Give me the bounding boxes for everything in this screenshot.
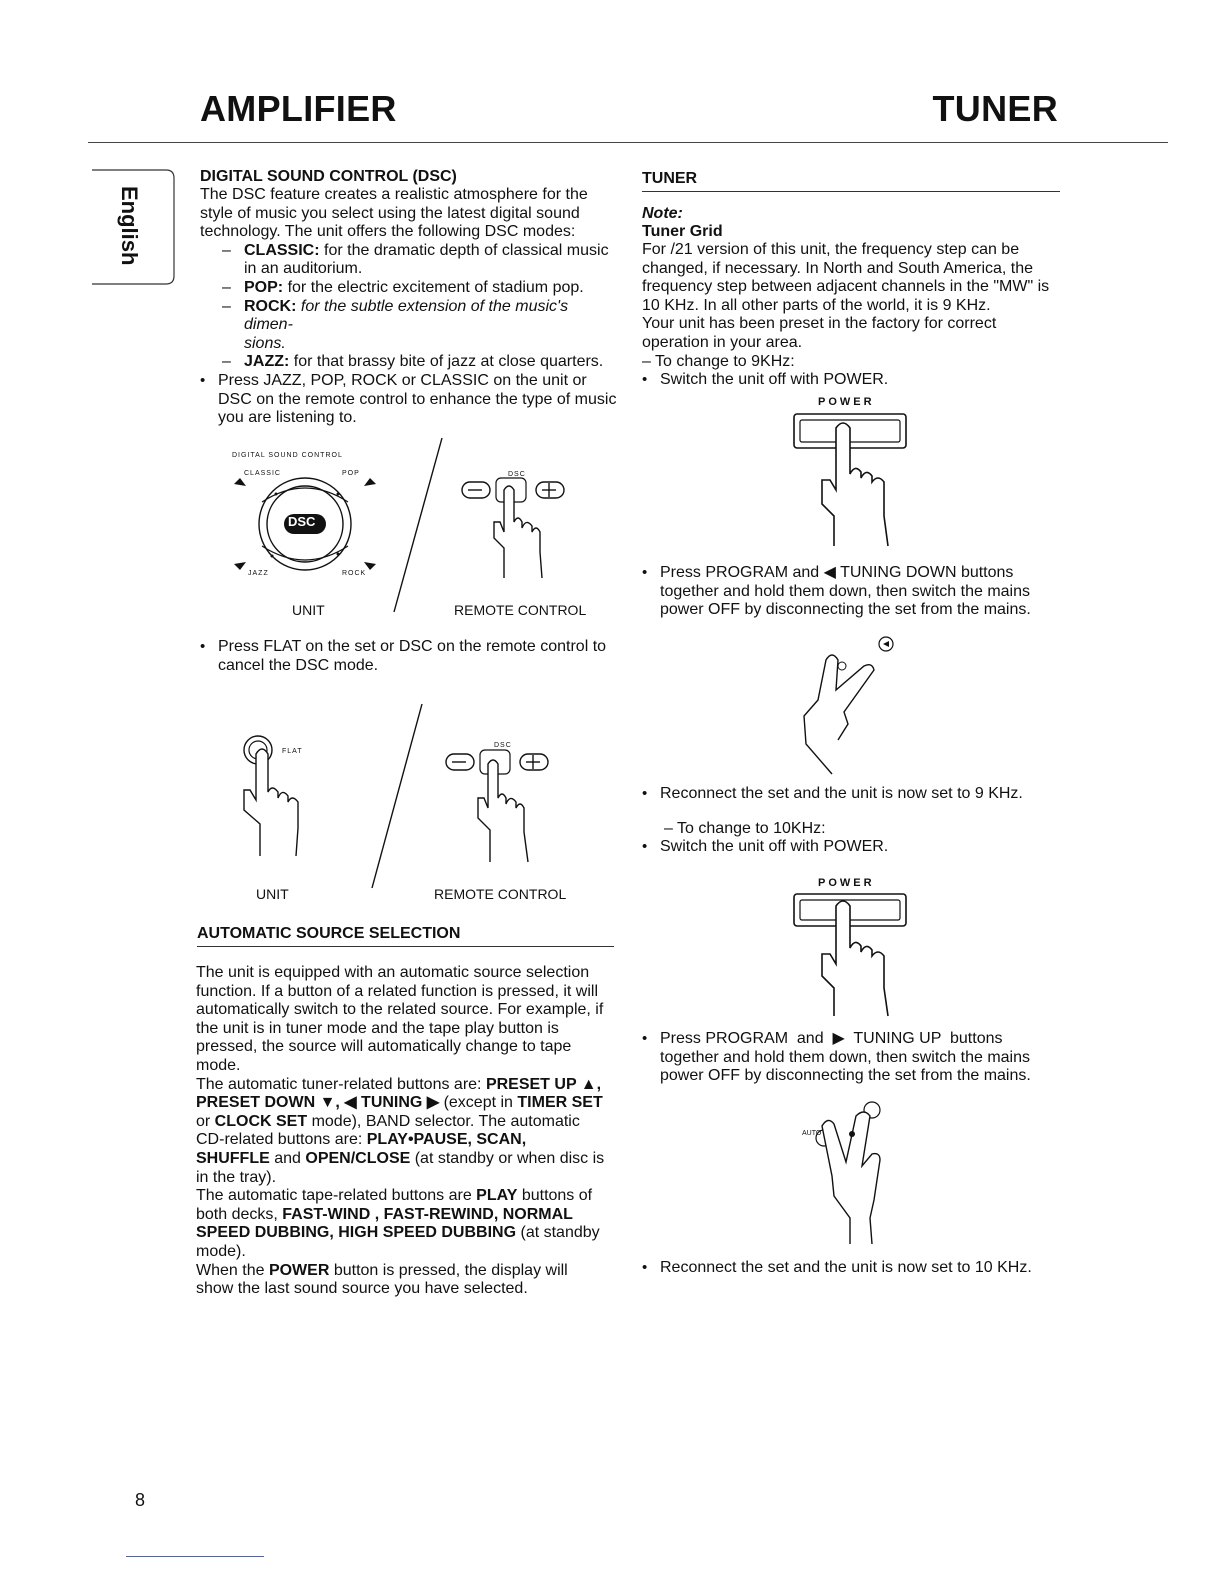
two-finger-press-illustration-1 [782,630,912,780]
grid-text-line: For /21 version of this unit, the frequency step can be [642,241,1020,258]
reconnect-9khz-bullet: • Reconnect the set and the unit is now set to 9 KHz. [642,785,1023,802]
auto-tape-line-3: SPEED DUBBING, HIGH SPEED DUBBING (at standby [196,1224,600,1242]
switch-off-bullet-1: • Switch the unit off with POWER. [642,371,889,389]
press-tuning-up-bullet: • Press PROGRAM and ▶ TUNING UP buttons together and hold them down, then switch the mains power OFF by disconnecting the set from the mains. [642,1030,1031,1085]
auto-p1-line: the unit is in tuner mode and the tape play button is [196,1019,559,1037]
grid-text-line: Your unit has been preset in the factory for correct [642,315,997,333]
tuner-grid-section [642,205,1062,390]
dsc-label-jazz: JAZZ [248,570,269,577]
remote-dsc-hand-illustration-2 [440,750,560,866]
fig1-remote-caption: REMOTE CONTROL [454,602,587,618]
press-dsc-bullet: • Press JAZZ, POP, ROCK or CLASSIC on the unit or DSC on the remote control to enhance the type of music you are listening to. [200,371,617,427]
fig2-unit-caption: UNIT [256,886,289,902]
auto-p1-line: mode. [196,1056,241,1074]
press-tuning-down-bullet: • Press PROGRAM and ◀ TUNING DOWN buttons together and hold them down, then switch the mains power OFF by disconnecting the set from the mains. [642,564,1031,619]
header-rule [88,142,1168,143]
dsc-label-classic: CLASSIC [244,470,281,477]
page-title-amplifier: AMPLIFIER [200,88,397,129]
footer-rule [126,1556,264,1557]
remote-dsc-hand-illustration-1 [456,478,576,588]
dsc-button-label: DSC [288,514,316,529]
language-tab-label: English [117,186,142,266]
auto-p1-line: pressed, the source will automatically change to tape [196,1038,572,1056]
auto-tape-line-1: The automatic tape-related buttons are PLAY buttons of [196,1187,593,1205]
auto-tape-line-2: both decks, FAST-WIND , FAST-REWIND, NORMAL [196,1205,573,1223]
tuner-section-title: TUNER [642,170,698,187]
grid-text-line: operation in your area. [642,333,803,351]
dsc-intro-2: style of music you select using the latest digital sound [200,204,580,222]
switch-off-bullet-2: • Switch the unit off with POWER. [642,838,889,855]
dsc-intro-1: The DSC feature creates a realistic atmosphere for the [200,186,588,203]
auto-source-rule [197,946,614,947]
dsc-label-pop: POP [342,470,360,477]
auto-tuner-line-1: The automatic tuner-related buttons are: PRESET UP ▲, [196,1075,602,1093]
mode-pop: – POP: for the electric excitement of stadium pop. [222,278,584,296]
power-label-2: POWER [818,877,875,889]
remote-dsc-label-1: DSC [508,471,526,478]
auto-power-line-2: show the last sound source you have selected. [196,1280,528,1298]
auto-label: AUTO [802,1130,822,1137]
figure-divider-2 [368,702,428,892]
reconnect-10khz-bullet: • Reconnect the set and the unit is now set to 10 KHz. [642,1259,1032,1276]
figure-divider-1 [390,436,450,616]
tuner-section-rule [642,191,1060,192]
dsc-intro-3: technology. The unit offers the following DSC modes: [200,223,576,241]
power-button-hand-illustration-2 [792,892,912,1022]
remote-dsc-label-2: DSC [494,742,512,749]
fig2-remote-caption: REMOTE CONTROL [434,886,567,902]
dsc-panel-title: DIGITAL SOUND CONTROL [232,452,343,459]
page-title-tuner: TUNER [932,88,1058,129]
auto-source-body [196,964,620,1299]
tuner-grid-title: Tuner Grid [642,223,723,240]
grid-text-line: frequency step between adjacent channels in the "MW" is [642,278,1050,296]
auto-tuner-line-4: CD-related buttons are: PLAY•PAUSE, SCAN, [196,1131,527,1149]
mode-jazz: – JAZZ: for that brassy bite of jazz at close quarters. [222,353,604,371]
auto-tuner-line-2: PRESET DOWN ▼, ◀ TUNING ▶ (except in TIMER SET [196,1094,603,1112]
auto-p1-line: automatically switch to the related source. For example, if [196,1001,604,1019]
auto-tuner-line-3: or CLOCK SET mode), BAND selector. The automatic [196,1112,580,1130]
auto-p1-line: function. If a button of a related function is pressed, it will [196,982,598,1000]
auto-tuner-line-5: SHUFFLE and OPEN/CLOSE (at standby or when disc is [196,1149,605,1167]
auto-tuner-line-6: in the tray). [196,1168,277,1186]
language-tab [118,180,148,272]
to-9khz: – To change to 9KHz: [642,352,795,370]
mode-classic: – CLASSIC: for the dramatic depth of classical music in an auditorium. [222,241,609,278]
dsc-label-rock: ROCK [342,570,367,577]
auto-power-line-1: When the POWER button is pressed, the display will [196,1261,568,1279]
auto-tape-line-4: mode). [196,1242,246,1260]
auto-p1-line: The unit is equipped with an automatic source selection [196,964,590,981]
note-label: Note: [642,205,683,222]
to-10khz: – To change to 10KHz: [664,820,826,837]
dsc-section [200,168,620,428]
auto-source-title: AUTOMATIC SOURCE SELECTION [197,925,461,942]
fig1-unit-caption: UNIT [292,602,325,618]
grid-text-line: 10 KHz. In all other parts of the world, it is 9 KHz. [642,296,991,314]
mode-rock: – ROCK: for the subtle extension of the music's dimen- sions. [222,297,569,352]
flat-label: FLAT [282,748,303,755]
dsc-title: DIGITAL SOUND CONTROL (DSC) [200,168,457,185]
grid-text-line: changed, if necessary. In North and South America, the [642,259,1034,277]
two-finger-press-illustration-2 [800,1096,910,1248]
page-number: 8 [135,1490,146,1510]
power-label-1: POWER [818,396,875,408]
power-button-hand-illustration-1 [792,412,912,552]
press-flat-bullet: • Press FLAT on the set or DSC on the remote control to cancel the DSC mode. [200,638,607,674]
